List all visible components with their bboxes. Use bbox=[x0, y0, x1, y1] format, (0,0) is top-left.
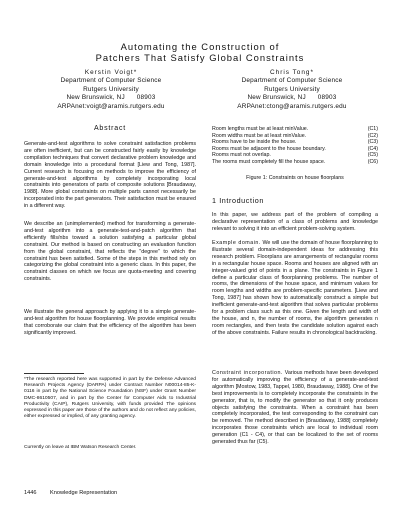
constraint-text: Rooms have to be inside the house. bbox=[212, 139, 297, 146]
intro-paragraph-2-lead: Example domain. bbox=[212, 240, 261, 246]
figure-caption: Figure 1: Constraints on house floorplans bbox=[246, 175, 344, 181]
constraint-row bbox=[212, 159, 378, 166]
constraint-row bbox=[212, 126, 378, 133]
author-city: New Brunswick, NJ 08903 bbox=[247, 94, 337, 102]
constraint-text: Rooms must be adjacent to the house boundary. bbox=[212, 145, 326, 152]
constraint-row bbox=[212, 152, 378, 159]
author-university: Rutgers University bbox=[83, 85, 139, 93]
paper-title bbox=[40, 41, 360, 63]
page-number: 1446 bbox=[24, 490, 37, 496]
author-name: Chris Tong* bbox=[270, 69, 314, 76]
constraint-text: The rooms must completely fill the house space. bbox=[212, 159, 326, 165]
author-city: New Brunswick, NJ 08903 bbox=[66, 94, 156, 102]
abstract-paragraph-2: We describe an (unimplemented) method for transforming a generate-and-test algorithm into a generate-test-and-patch algorithm that efficiently fills/nbs toward a solution satisfying a particular global constraint. Our method is based on constructing an evaluation function from the global constraint, that reflects the "degree" to which the constraint has been satisfied. Some of the steps in this method rely on categorizing the global constraint into a generic class. In this paper, the constraint classes on which we focus are quota-meeting and covering constraints. bbox=[24, 221, 196, 283]
constraint-code: (C6) bbox=[367, 159, 378, 165]
constraint-row bbox=[212, 146, 378, 153]
constraint-code: (C2) bbox=[367, 132, 378, 139]
constraint-text: Room widths must be at least minValue. bbox=[212, 132, 307, 139]
author-name: Kerstin Voigt* bbox=[84, 69, 138, 76]
abstract-paragraph-1: Generate-and-test algorithms to solve constraint satisfaction problems are often inefficient, but can be constructed fairly easily by knowledge compilation techniques that convert declarative problem knowledge and domain knowledge into a procedural format [Liew and Tong, 1987]. Current research is focusing on methods to improve the efficiency of generate-and-test algorithms by completely incorporating local constraints into generators of parts of composite solutions [Braudaway, 1988]. More global constraints on multiple parts cannot necessarily be incorporated into the part generators. Their satisfaction must be ensured in a different way. bbox=[24, 141, 196, 210]
intro-paragraph-2-body: We will use the domain of house floorplanning to illustrate several domain-independent ideas for addressing this research problem. Floorplans are arrangements of rectangular rooms in a rectangular house space. Rooms and houses are aligned with an integer-valued grid of points in a plane. The constraints in Figure 1 define a particular class of floorplanning problems. The number of rooms, the dimensions of the house space, and minimum values for room lengths and widths are problem-specific parameters. [Liew and Tong, 1987] has shown how to automatically construct a simple but inefficient generate-and-test algorithm that solves particular problems for a problem class such as this one. Given the length and width of the house, and n, the number of rooms, the algorithm generates n room rectangles, and then tests the candidate solution against each of the above constraints. Failure results in chronological backtracking. bbox=[212, 240, 378, 336]
title-line-1: Automating the Construction of bbox=[120, 41, 280, 52]
constraint-text: Room lengths must be at least minValue. bbox=[212, 126, 309, 132]
intro-paragraph-3 bbox=[212, 370, 378, 446]
author-email: ARPAnet:ctong@aramis.rutgers.edu bbox=[237, 102, 347, 110]
footnote-leave: Currently on leave at IBM Watson Research Center. bbox=[24, 445, 137, 450]
constraint-row bbox=[212, 139, 378, 146]
constraint-code: (C5) bbox=[367, 152, 378, 159]
intro-paragraph-1: In this paper, we address part of the problem of compiling a declarative representation of a class of problems and knowledge relevant to solving it into an efficient problem-solving system. bbox=[212, 212, 378, 232]
author-department: Department of Computer Science bbox=[241, 77, 343, 85]
title-line-2: Patchers That Satisfy Global Constraints bbox=[95, 52, 305, 63]
footer-section: Knowledge Representation bbox=[50, 490, 118, 496]
author-email: ARPAnet:voigt@aramis.rutgers.edu bbox=[57, 102, 165, 110]
constraint-code: (C1) bbox=[367, 126, 378, 132]
intro-paragraph-3-lead: Constraint incorporation. bbox=[212, 370, 283, 376]
intro-paragraph-3-body: Various methods have been developed for automatically improving the efficiency of a generate-and-test algorithm [Mostow, 1983, Tappel, 1980, Braudaway, 1988]. One of the best improvements is to completely incorporate the constraints in the generator, that is, to modify the generator so that it only produces objects satisfying the constraints. When a constraint has been completely incorporated, the test corresponding to the constraint can be removed. The method described in [Braudaway, 1988] completely incorporates those constraints which are local to individual room generation (C1 - C4), or that can be localized to the set of rooms generated thus far (C5). bbox=[212, 370, 378, 446]
author-department: Department of Computer Science bbox=[60, 77, 162, 85]
author-university: Rutgers University bbox=[264, 85, 320, 93]
abstract-paragraph-3: We illustrate the general approach by applying it to a simple generate-and-test algorithm for house floorplanning. We provide empirical results that corroborate our claim that the efficiency of the algorithm has been significantly improved. bbox=[24, 309, 196, 336]
intro-paragraph-2 bbox=[212, 240, 378, 337]
constraint-row bbox=[212, 133, 378, 140]
author-block-2 bbox=[207, 69, 377, 111]
author-block-1 bbox=[26, 69, 196, 111]
footnote-divider bbox=[24, 373, 84, 374]
section-heading-introduction: 1 Introduction bbox=[212, 196, 264, 205]
footnote-funding: *The research reported here was supported in part by the Defense Advanced Research Projects Agency (DARPA) under Contract Number N00014-85-K-0116 in part by the National Science Foundation (NSF) under Grant Number DMC-8610507, and in part by the Center for Computer Aids to Industrial Productivity (CAIP), Rutgers University, with funds provided The opinions expressed in this paper are those of the authors and do not reflect any policies, either expressed or implied, of any granting agency. bbox=[24, 377, 196, 420]
constraint-code: (C4) bbox=[367, 145, 378, 152]
abstract-heading: Abstract bbox=[93, 125, 127, 132]
constraint-text: Rooms must not overlap. bbox=[212, 152, 271, 159]
constraint-code: (C3) bbox=[367, 139, 378, 146]
